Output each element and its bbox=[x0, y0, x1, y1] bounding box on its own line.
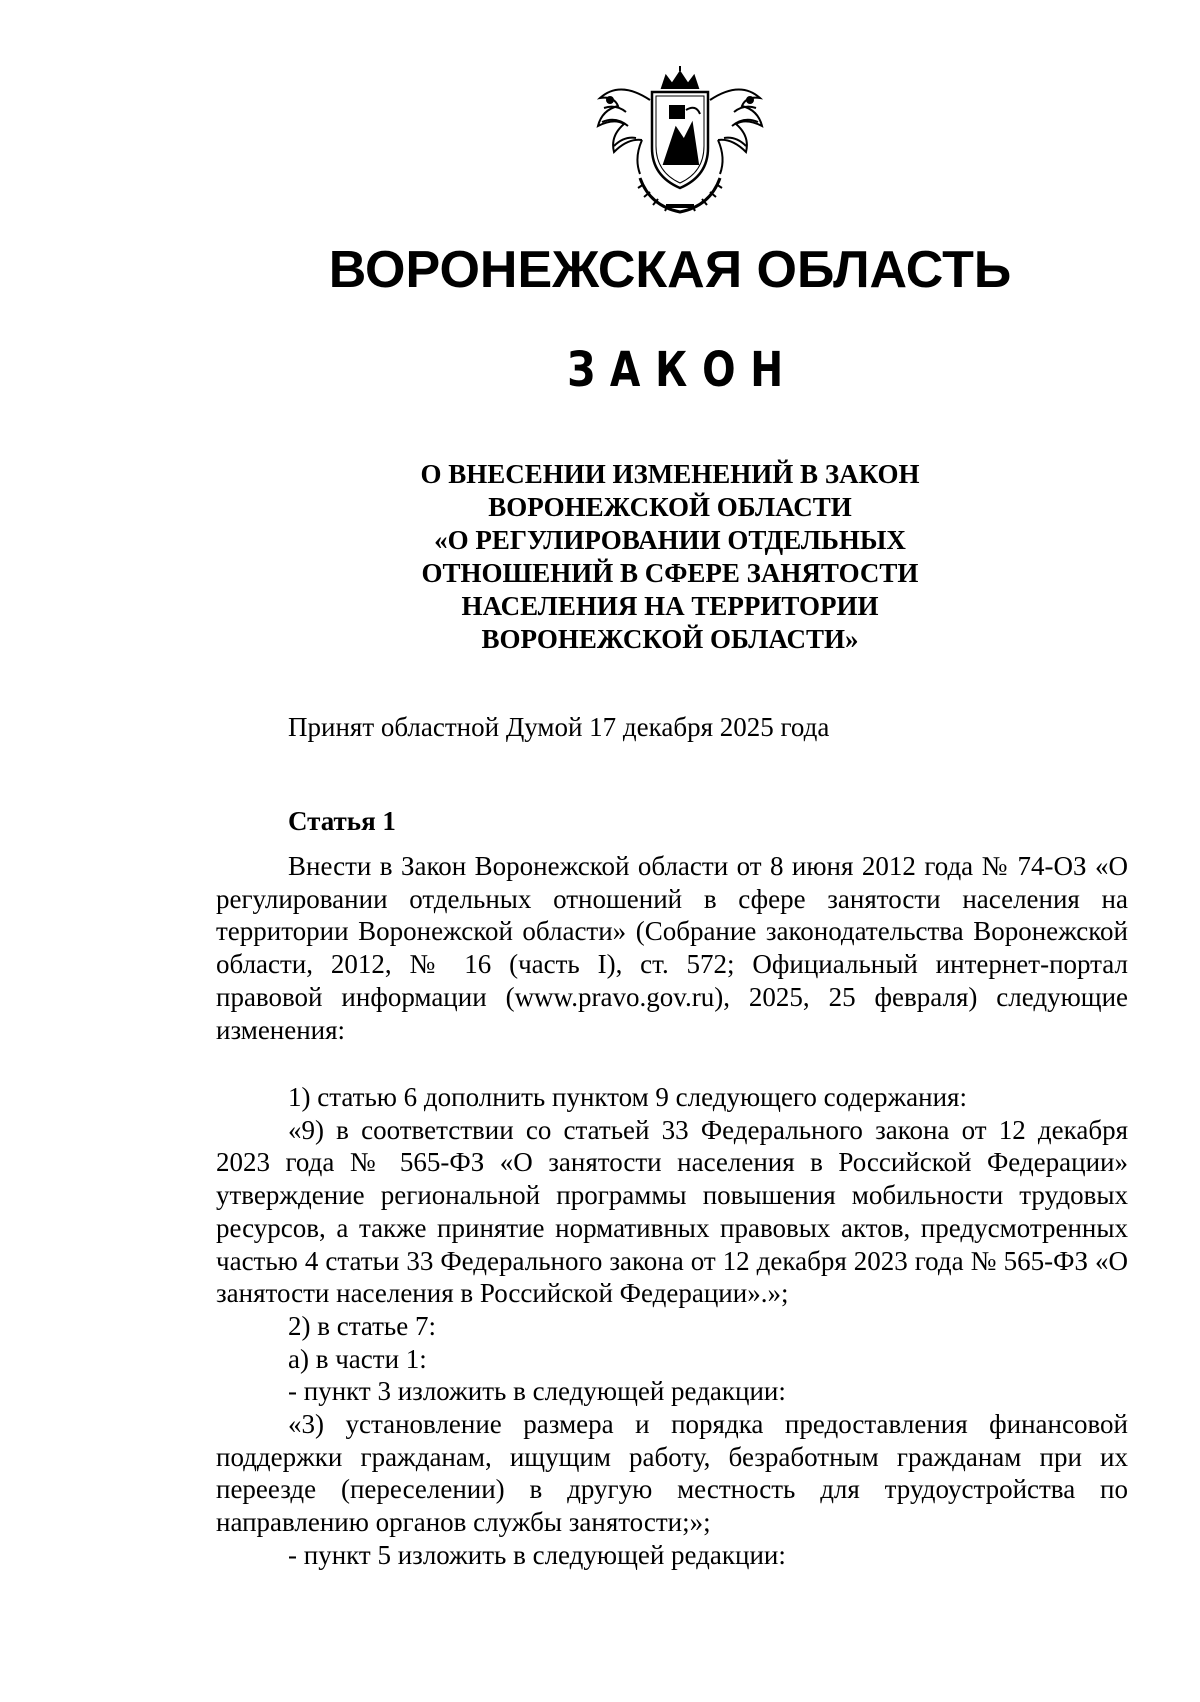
list-item: - пункт 3 изложить в следующей редакции: bbox=[288, 1376, 786, 1407]
region-title: ВОРОНЕЖСКАЯ ОБЛАСТЬ bbox=[328, 241, 1012, 299]
article-title: Статья 1 bbox=[288, 806, 396, 836]
article-intro bbox=[216, 850, 1128, 1046]
list-item: «3) установление размера и порядка предоставления финансовой поддержки гражданам, ищущим работу, безработным гражданам при их переезде (переселении) в другую местность для трудоустройства по направлению органов службы занятости;»; bbox=[216, 1409, 1128, 1538]
list-item: а) в части 1: bbox=[288, 1343, 427, 1374]
list-item: 2) в статье 7: bbox=[288, 1310, 436, 1341]
law-heading bbox=[280, 458, 1060, 656]
heading-line: НАСЕЛЕНИЯ НА ТЕРРИТОРИИ bbox=[461, 591, 879, 621]
heading-line: О ВНЕСЕНИИ ИЗМЕНЕНИЙ В ЗАКОН bbox=[420, 459, 920, 489]
intro-paragraph: Внести в Закон Воронежской области от 8 июня 2012 года № 74-ОЗ «О регулировании отдельных отношений в сфере занятости населения на территории Воронежской области» (Собрание законодательства Воронежской области, 2012, № 16 (часть I), ст. 572; Официальный интернет-портал правовой информации (www.pravo.gov.ru), 2025, 25 февраля) следующие изменения: bbox=[216, 851, 1128, 1045]
list-item: 1) статью 6 дополнить пунктом 9 следующего содержания: bbox=[288, 1082, 967, 1112]
adoption-date: Принят областной Думой 17 декабря 2025 года bbox=[288, 712, 830, 742]
coat-of-arms-icon bbox=[580, 66, 780, 216]
article-items bbox=[216, 1081, 1128, 1572]
list-item: «9) в соответствии со статьей 33 Федерального закона от 12 декабря 2023 года № 565-ФЗ «О занятости населения в Российской Федерации» утверждение региональной программы повышения мобильности трудовых ресурсов, а также принятие нормативных правовых актов, предусмотренных частью 4 статьи 33 Федерального закона от 12 декабря 2023 года № 565-ФЗ «О занятости населения в Российской Федерации».»; bbox=[216, 1114, 1128, 1309]
list-item: - пункт 5 изложить в следующей редакции: bbox=[288, 1539, 786, 1570]
law-word: ЗАКОН bbox=[567, 342, 799, 398]
heading-line: «О РЕГУЛИРОВАНИИ ОТДЕЛЬНЫХ bbox=[434, 525, 906, 555]
heading-line: ВОРОНЕЖСКОЙ ОБЛАСТИ» bbox=[481, 624, 859, 654]
heading-line: ОТНОШЕНИЙ В СФЕРЕ ЗАНЯТОСТИ bbox=[421, 558, 919, 588]
heading-line: ВОРОНЕЖСКОЙ ОБЛАСТИ bbox=[488, 492, 852, 522]
